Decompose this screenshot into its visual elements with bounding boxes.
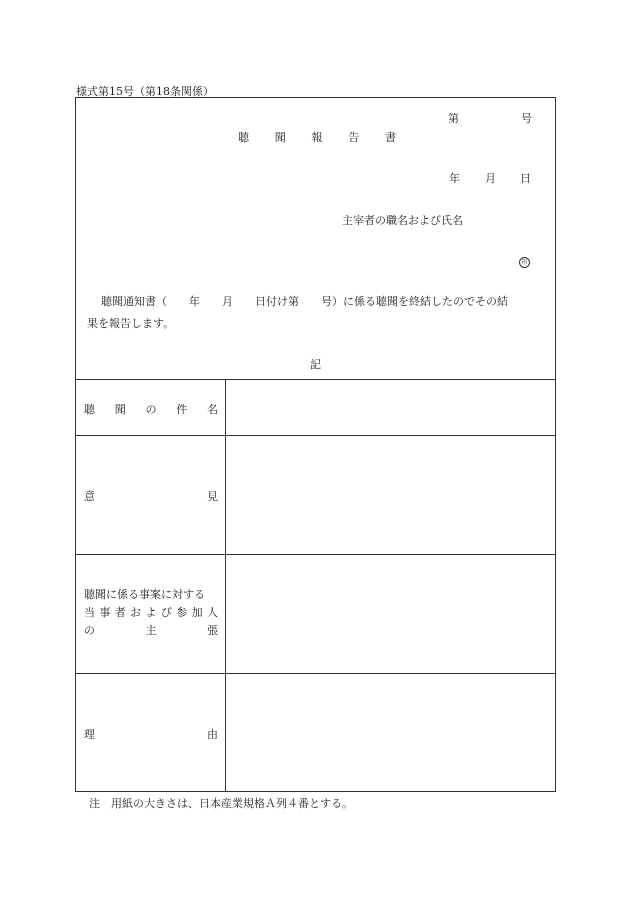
ki-label: 記 (310, 358, 321, 371)
label-char: 参 (176, 606, 188, 619)
claims-field[interactable] (227, 556, 554, 672)
reason-field[interactable] (227, 675, 554, 791)
row-label-opinion (84, 488, 218, 504)
date-month: 月 (485, 172, 496, 185)
opinion-field[interactable] (227, 437, 554, 553)
label-char: 当 (84, 606, 95, 619)
label-char: よ (145, 606, 157, 619)
label-char: お (130, 606, 142, 619)
label-char: の (145, 403, 157, 416)
body-segment: 号）に係る聴聞を終結したのでその結 (321, 295, 508, 308)
title-char: 書 (385, 131, 396, 144)
label-char: 件 (176, 403, 188, 416)
form-number: 様式第15号（第18条関係） (76, 85, 214, 98)
row-divider (75, 554, 556, 555)
label-char: 名 (207, 403, 218, 416)
label-char: 加 (191, 606, 203, 619)
doc-number-go: 号 (521, 112, 532, 125)
document-title (238, 129, 396, 145)
label-line (84, 622, 218, 640)
label-char: 事 (99, 606, 111, 619)
title-char: 報 (311, 131, 323, 144)
row-label-reason (84, 726, 218, 742)
body-segment: 年 (189, 295, 200, 308)
label-char: 意 (84, 490, 95, 503)
body-segment: 日付け第 (255, 295, 299, 308)
label-char: 由 (207, 728, 218, 741)
label-text: 聴聞に係る事案に対する (84, 588, 205, 601)
body-line-2: 果を報告します。 (87, 317, 175, 330)
body-line-1 (101, 293, 508, 309)
footnote: 注 用紙の大きさは、日本産業規格Ａ列４番とする。 (89, 797, 353, 810)
column-divider (225, 379, 226, 792)
table-top-line (75, 379, 556, 380)
row-label-case-name (84, 401, 218, 417)
label-line (84, 604, 218, 622)
row-divider (75, 673, 556, 674)
label-char: 見 (207, 490, 218, 503)
label-char: の (84, 624, 95, 637)
label-char: 者 (114, 606, 126, 619)
date-year: 年 (449, 172, 460, 185)
label-char: 理 (84, 728, 95, 741)
label-line (84, 586, 218, 604)
seal-mark (519, 254, 530, 268)
body-segment: 聴聞通知書（ (101, 295, 167, 308)
doc-number-dai: 第 (448, 112, 459, 125)
row-label-claims (84, 586, 218, 640)
label-char: 聴 (84, 403, 95, 416)
date-day: 日 (520, 172, 531, 185)
case-name-field[interactable] (227, 381, 554, 434)
label-char: び (160, 606, 172, 619)
seal-icon: 印 (519, 257, 530, 268)
label-char: 張 (207, 624, 218, 637)
body-segment: 月 (222, 295, 233, 308)
label-char: 聞 (114, 403, 126, 416)
title-char: 聞 (274, 131, 286, 144)
title-char: 告 (348, 131, 360, 144)
label-char: 人 (207, 606, 218, 619)
label-char: 主 (145, 624, 157, 637)
presider-label: 主宰者の職名および氏名 (342, 214, 463, 227)
title-char: 聴 (238, 131, 249, 144)
row-divider (75, 435, 556, 436)
